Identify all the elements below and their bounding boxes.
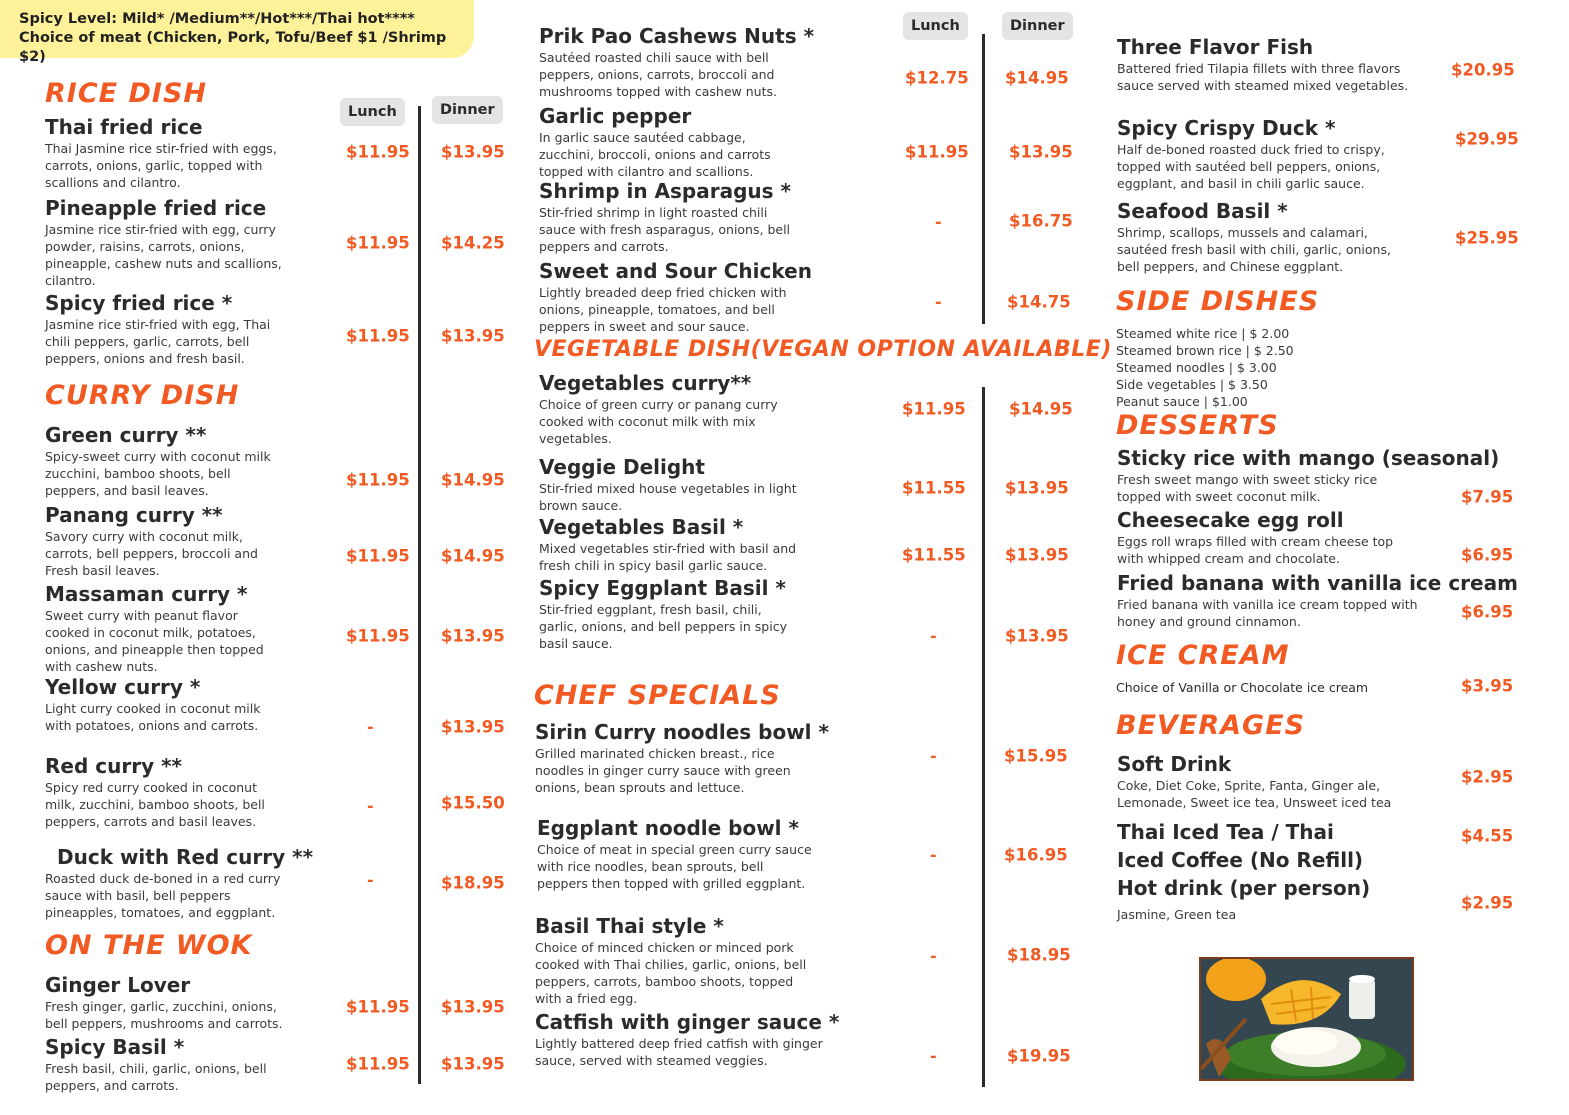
dinner-price: $14.95 [1005, 68, 1069, 88]
meat-choice-text: Choice of meat (Chicken, Pork, Tofu/Beef $1 /Shrimp $2) [19, 30, 447, 65]
column-divider [418, 106, 421, 1084]
menu-item: Prik Pao Cashews Nuts * Sautéed roasted chili sauce with bell peppers, onions, carrots, broccoli and mushrooms topped with cashew nuts. [539, 24, 815, 99]
dinner-price: $19.95 [1007, 1046, 1071, 1066]
menu-item: Hot drink (per person) Jasmine, Green tea [1117, 876, 1371, 922]
dinner-price: $13.95 [441, 326, 505, 346]
lunch-price: - [930, 845, 937, 865]
section-title-side: SIDE DISHES [1116, 286, 1320, 317]
item-price: $2.95 [1461, 767, 1514, 787]
section-title-icecream: ICE CREAM [1116, 640, 1290, 671]
menu-item: Seafood Basil * Shrimp, scallops, mussels and calamari, sautéed fresh basil with chili, garlic, onions, bell peppers, and Chinese eggplant. [1117, 199, 1391, 274]
item-price: $20.95 [1451, 60, 1515, 80]
menu-item: Sticky rice with mango (seasonal) Fresh sweet mango with sweet sticky rice topped with sweet coconut milk. [1117, 446, 1500, 504]
section-title-wok: ON THE WOK [45, 930, 253, 961]
lunch-price: $11.95 [346, 233, 410, 253]
menu-item: Pineapple fried rice Jasmine rice stir-fried with egg, curry powder, raisins, carrots, onions, pineapple, cashew nuts and scallions, cilantro. [45, 196, 282, 288]
dinner-price: $14.95 [441, 546, 505, 566]
lunch-price: - [935, 212, 942, 232]
menu-item: Spicy Basil * Fresh basil, chili, garlic, onions, bell peppers, and carrots. [45, 1035, 267, 1093]
menu-item: Spicy Crispy Duck * Half de-boned roasted duck fried to crispy, topped with sautéed bell peppers, onions, eggplant, and basil in chili garlic sauce. [1117, 116, 1385, 191]
lunch-price: - [935, 292, 942, 312]
lunch-price: - [930, 946, 937, 966]
dinner-price: $13.95 [1009, 142, 1073, 162]
menu-item: Cheesecake egg roll Eggs roll wraps filled with cream cheese top with whipped cream and chocolate. [1117, 508, 1394, 566]
dinner-price: $13.95 [441, 142, 505, 162]
lunch-price: $11.95 [346, 626, 410, 646]
dinner-price: $15.50 [441, 793, 505, 813]
side-dish: Steamed noodles | $ 3.00 [1116, 360, 1277, 375]
menu-item: Panang curry ** Savory curry with coconut milk, carrots, bell peppers, broccoli and Fresh basil leaves. [45, 503, 258, 578]
spicy-level-notice [0, 0, 474, 65]
section-title-beverages: BEVERAGES [1116, 710, 1306, 741]
menu-item: Garlic pepper In garlic sauce sautéed cabbage, zucchini, broccoli, onions and carrots topped with cilantro and scallions. [539, 104, 771, 179]
lunch-price: $11.95 [902, 399, 966, 419]
menu-item: Duck with Red curry ** Roasted duck de-boned in a red curry sauce with basil, bell peppers pineapples, tomatoes, and eggplant. [45, 845, 314, 920]
lunch-price: - [930, 1046, 937, 1066]
lunch-price: $11.55 [902, 478, 966, 498]
lunch-price: - [367, 796, 374, 816]
item-price: $6.95 [1461, 545, 1514, 565]
lunch-price: $11.95 [346, 546, 410, 566]
dinner-price: $13.95 [441, 997, 505, 1017]
menu-item: Thai fried rice Thai Jasmine rice stir-fried with eggs, carrots, onions, garlic, topped with scallions and cilantro. [45, 115, 277, 190]
lunch-price: - [367, 870, 374, 890]
lunch-price: $11.95 [346, 326, 410, 346]
dinner-price: $13.95 [1005, 626, 1069, 646]
dinner-price: $13.95 [1005, 545, 1069, 565]
item-price: $29.95 [1455, 129, 1519, 149]
item-price: $7.95 [1461, 487, 1514, 507]
side-dish: Peanut sauce | $1.00 [1116, 394, 1248, 409]
menu-item: Yellow curry * Light curry cooked in coconut milk with potatoes, onions and carrots. [45, 675, 261, 733]
lunch-price: $11.95 [346, 997, 410, 1017]
menu-item: Fried banana with vanilla ice cream Fried banana with vanilla ice cream topped with honey and ground cinnamon. [1117, 571, 1518, 629]
spicy-level-text: Spicy Level: Mild* /Medium**/Hot***/Thai hot**** [19, 11, 415, 27]
dinner-header: Dinner [432, 96, 503, 124]
lunch-price: $12.75 [905, 68, 969, 88]
section-title-chef: CHEF SPECIALS [534, 680, 781, 711]
side-dish: Steamed brown rice | $ 2.50 [1116, 343, 1294, 358]
menu-item: Sirin Curry noodles bowl * Grilled marinated chicken breast., rice noodles in ginger curry sauce with green onions, bean sprouts and lettuce. [535, 720, 829, 795]
menu-item: Shrimp in Asparagus * Stir-fried shrimp in light roasted chili sauce with fresh asparagus, onions, bell peppers and carrots. [539, 179, 791, 254]
lunch-header: Lunch [903, 12, 968, 40]
icecream-desc: Choice of Vanilla or Chocolate ice cream [1116, 680, 1369, 695]
menu-item: Vegetables Basil * Mixed vegetables stir-fried with basil and fresh chili in spicy basil garlic sauce. [539, 515, 797, 573]
section-title-desserts: DESSERTS [1116, 410, 1279, 441]
dinner-price: $16.75 [1009, 211, 1073, 231]
menu-item: Veggie Delight Stir-fried mixed house vegetables in light brown sauce. [539, 455, 797, 513]
item-price: $3.95 [1461, 676, 1514, 696]
section-title-curry: CURRY DISH [45, 380, 240, 411]
side-dish: Steamed white rice | $ 2.00 [1116, 326, 1290, 341]
dinner-price: $18.95 [1007, 945, 1071, 965]
item-price: $2.95 [1461, 893, 1514, 913]
menu-item: Red curry ** Spicy red curry cooked in coconut milk, zucchini, bamboo shoots, bell peppers, carrots and basil leaves. [45, 754, 265, 829]
menu-item: Eggplant noodle bowl * Choice of meat in special green curry sauce with rice noodles, bean sprouts, bell peppers then topped with grilled eggplant. [537, 816, 812, 891]
menu-item: Ginger Lover Fresh ginger, garlic, zucchini, onions, bell peppers, mushrooms and carrots. [45, 973, 283, 1031]
menu-item: Basil Thai style * Choice of minced chicken or minced pork cooked with Thai chilies, garlic, onions, bell peppers, carrots, bamboo shoots, topped with a fried egg. [535, 914, 807, 1006]
lunch-price: $11.95 [346, 142, 410, 162]
menu-item: Catfish with ginger sauce * Lightly battered deep fried catfish with ginger sauce, served with steamed veggies. [535, 1010, 840, 1068]
section-title-rice: RICE DISH [45, 78, 207, 109]
dinner-price: $15.95 [1004, 746, 1068, 766]
dinner-price: $13.95 [441, 626, 505, 646]
item-price: $25.95 [1455, 228, 1519, 248]
dinner-price: $14.75 [1007, 292, 1071, 312]
lunch-price: $11.95 [346, 1054, 410, 1074]
menu-item: Three Flavor Fish Battered fried Tilapia fillets with three flavors sauce served with steamed mixed vegetables. [1117, 35, 1409, 93]
menu-item: Spicy Eggplant Basil * Stir-fried eggplant, fresh basil, chili, garlic, onions, and bell peppers in spicy basil sauce. [539, 576, 787, 651]
menu-item: Soft Drink Coke, Diet Coke, Sprite, Fanta, Ginger ale, Lemonade, Sweet ice tea, Unsweet iced tea [1117, 752, 1392, 810]
column-divider [982, 387, 985, 1087]
lunch-price: $11.55 [902, 545, 966, 565]
lunch-price: - [367, 717, 374, 737]
menu-item: Thai Iced Tea / Thai Iced Coffee (No Refill) [1117, 820, 1364, 872]
menu-item: Green curry ** Spicy-sweet curry with coconut milk zucchini, bamboo shoots, bell peppers, and basil leaves. [45, 423, 271, 498]
dinner-price: $13.95 [441, 1054, 505, 1074]
dinner-price: $13.95 [441, 717, 505, 737]
lunch-price: $11.95 [905, 142, 969, 162]
mango-sticky-rice-photo [1199, 957, 1414, 1081]
lunch-header: Lunch [340, 98, 405, 126]
lunch-price: $11.95 [346, 470, 410, 490]
menu-item: Sweet and Sour Chicken Lightly breaded deep fried chicken with onions, pineapple, tomatoes, and bell peppers in sweet and sour sauce. [539, 259, 812, 334]
side-dish: Side vegetables | $ 3.50 [1116, 377, 1268, 392]
menu-item: Vegetables curry** Choice of green curry or panang curry cooked with coconut milk with mix vegetables. [539, 371, 778, 446]
dinner-price: $14.25 [441, 233, 505, 253]
dinner-price: $16.95 [1004, 845, 1068, 865]
dinner-price: $18.95 [441, 873, 505, 893]
dinner-price: $14.95 [1009, 399, 1073, 419]
item-price: $6.95 [1461, 602, 1514, 622]
dinner-header: Dinner [1002, 12, 1073, 40]
menu-item: Spicy fried rice * Jasmine rice stir-fried with egg, Thai chili peppers, garlic, carrots, bell peppers, onions and fresh basil. [45, 291, 271, 366]
dinner-price: $13.95 [1005, 478, 1069, 498]
menu-item: Massaman curry * Sweet curry with peanut flavor cooked in coconut milk, potatoes, onions, and pineapple then topped with cashew nuts. [45, 582, 264, 674]
lunch-price: - [930, 746, 937, 766]
dinner-price: $14.95 [441, 470, 505, 490]
lunch-price: - [930, 626, 937, 646]
column-divider [982, 34, 985, 324]
section-title-vegetable: VEGETABLE DISH(VEGAN OPTION AVAILABLE) [534, 337, 1112, 362]
item-price: $4.55 [1461, 826, 1514, 846]
